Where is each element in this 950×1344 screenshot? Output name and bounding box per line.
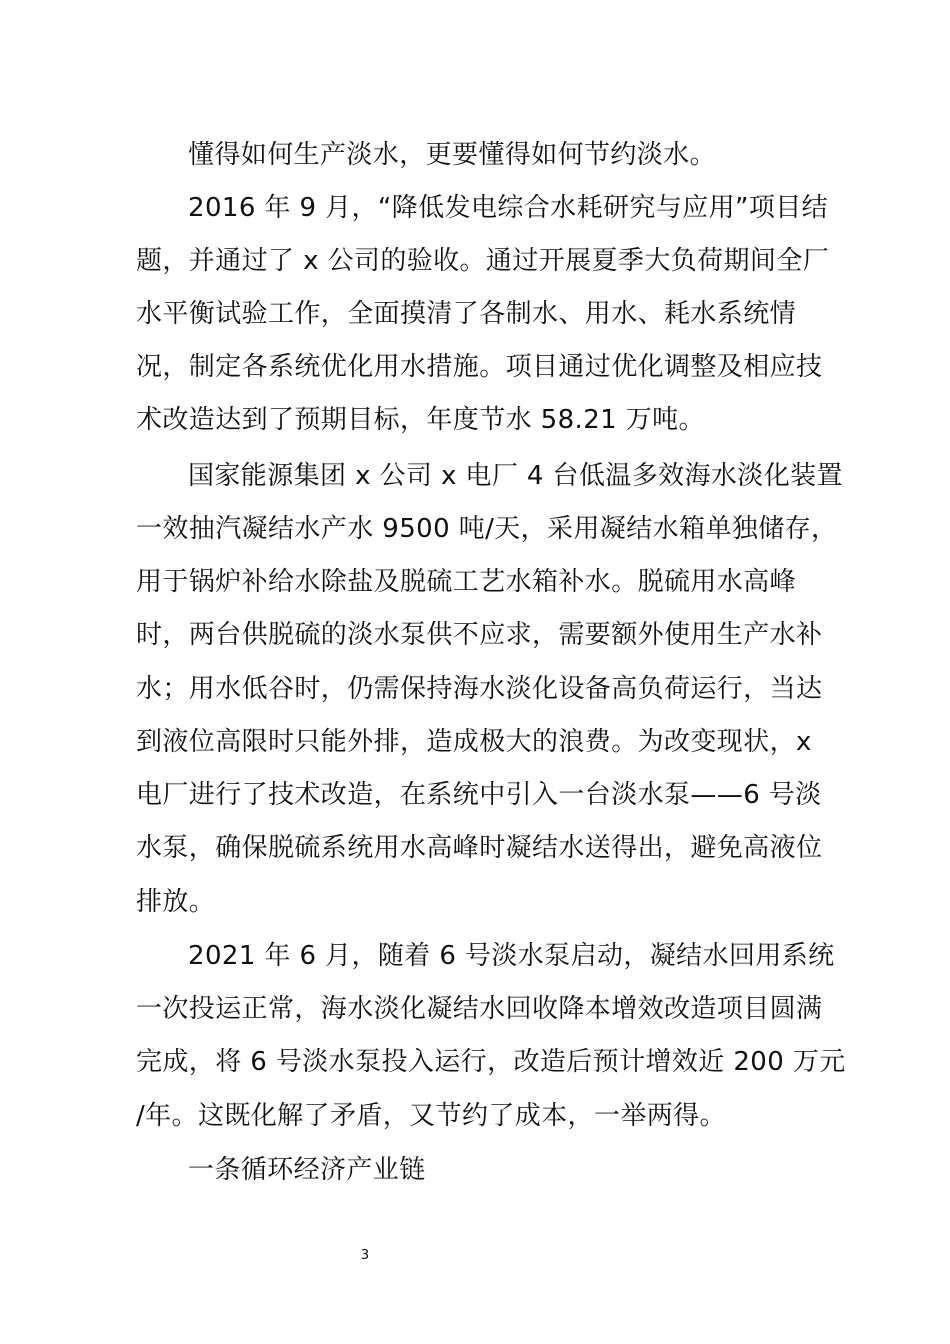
paragraph-line: 懂得如何生产淡水，更要懂得如何节约淡水。 bbox=[188, 140, 717, 170]
paragraph-line: 排放。 bbox=[136, 887, 216, 917]
paragraph-line: 到液位高限时只能外排，造成极大的浪费。为改变现状，x bbox=[136, 727, 812, 757]
section-heading: 一条循环经济产业链 bbox=[188, 1155, 426, 1185]
page-number: 3 bbox=[360, 1248, 370, 1263]
paragraph-line: 2021 年 6 月，随着 6 号淡水泵启动，凝结水回用系统 bbox=[188, 941, 835, 971]
paragraph-line: 2016 年 9 月，“降低发电综合水耗研究与应用”项目结 bbox=[188, 193, 829, 223]
paragraph-line: 水泵，确保脱硫系统用水高峰时凝结水送得出，避免高液位 bbox=[136, 833, 823, 863]
paragraph-line: 水；用水低谷时，仍需保持海水淡化设备高负荷运行，当达 bbox=[136, 674, 823, 704]
paragraph-line: 电厂进行了技术改造，在系统中引入一台淡水泵——6 号淡 bbox=[136, 780, 822, 810]
paragraph-line: 题，并通过了 x 公司的验收。通过开展夏季大负荷期间全厂 bbox=[136, 246, 830, 276]
paragraph-line: 完成，将 6 号淡水泵投入运行，改造后预计增效近 200 万元 bbox=[136, 1047, 846, 1077]
paragraph-line: 况，制定各系统优化用水措施。项目通过优化调整及相应技 bbox=[136, 352, 823, 382]
paragraph-line: 一次投运正常，海水淡化凝结水回收降本增效改造项目圆满 bbox=[136, 994, 823, 1024]
paragraph-line: 时，两台供脱硫的淡水泵供不应求，需要额外使用生产水补 bbox=[136, 620, 823, 650]
paragraph-line: 国家能源集团 x 公司 x 电厂 4 台低温多效海水淡化装置 bbox=[188, 461, 843, 491]
paragraph-line: 水平衡试验工作，全面摸清了各制水、用水、耗水系统情 bbox=[136, 299, 797, 329]
paragraph-line: 术改造达到了预期目标，年度节水 58.21 万吨。 bbox=[136, 405, 705, 435]
paragraph-line: 用于锅炉补给水除盐及脱硫工艺水箱补水。脱硫用水高峰 bbox=[136, 567, 797, 597]
paragraph-line: /年。这既化解了矛盾，又节约了成本，一举两得。 bbox=[136, 1101, 726, 1131]
paragraph-line: 一效抽汽凝结水产水 9500 吨/天，采用凝结水箱单独储存， bbox=[136, 514, 838, 544]
